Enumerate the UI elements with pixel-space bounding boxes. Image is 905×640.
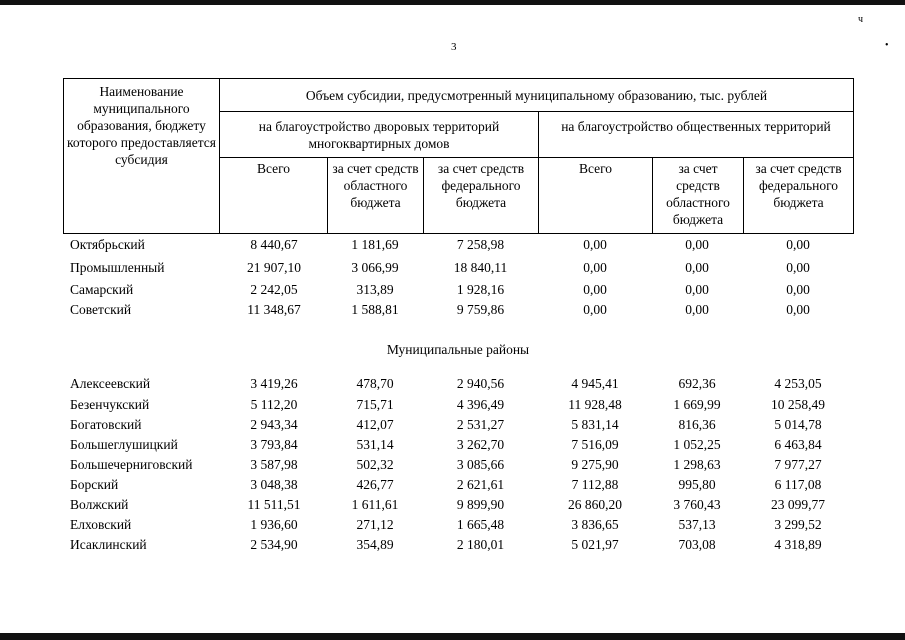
row-name-cell: Елховский — [70, 517, 132, 532]
row-name-cell: Промышленный — [70, 260, 165, 275]
row-value-cell: 1 611,61 — [351, 497, 399, 512]
row-value-cell: 1 936,60 — [250, 517, 298, 532]
row-value-cell: 18 840,11 — [453, 260, 508, 275]
row-name-cell: Самарский — [70, 282, 134, 297]
row-value-cell: 995,80 — [678, 477, 716, 492]
row-value-cell: 2 943,34 — [250, 417, 298, 432]
row-value-cell: 3 836,65 — [571, 517, 619, 532]
row-value-cell: 0,00 — [685, 282, 709, 297]
header-total: Всего — [539, 158, 653, 234]
row-value-cell: 478,70 — [356, 376, 394, 391]
row-value-cell: 692,36 — [678, 376, 716, 391]
row-name-cell: Советский — [70, 302, 132, 317]
header-federal: за счет средств федерального бюджета — [424, 158, 539, 234]
row-name-cell: Волжский — [70, 497, 129, 512]
row-value-cell: 5 831,14 — [571, 417, 619, 432]
table-row — [63, 437, 853, 455]
table-row — [63, 477, 853, 495]
header-total: Всего — [220, 158, 328, 234]
row-name-cell: Исаклинский — [70, 537, 147, 552]
row-value-cell: 3 793,84 — [250, 437, 298, 452]
header-group-public: на благоустройство общественных территорий — [539, 112, 854, 158]
table-row — [63, 417, 853, 435]
row-value-cell: 5 014,78 — [774, 417, 822, 432]
table-row — [63, 517, 853, 535]
table-row — [63, 397, 853, 415]
row-value-cell: 1 928,16 — [456, 282, 505, 297]
row-value-cell: 0,00 — [583, 282, 607, 297]
row-value-cell: 2 180,01 — [456, 537, 505, 552]
row-value-cell: 531,14 — [356, 437, 394, 452]
row-value-cell: 23 099,77 — [771, 497, 825, 512]
page-number: 3 — [451, 41, 457, 53]
header-regional: за счет средств областного бюджета — [653, 158, 744, 234]
table-header — [63, 78, 854, 234]
row-value-cell: 3 048,38 — [250, 477, 298, 492]
row-name-cell: Богатовский — [70, 417, 142, 432]
row-value-cell: 354,89 — [356, 537, 394, 552]
row-name-cell: Большечерниговский — [70, 457, 193, 472]
row-value-cell: 0,00 — [685, 237, 709, 252]
header-group-yards: на благоустройство дворовых территорий многоквартирных домов — [220, 112, 539, 158]
row-value-cell: 7 977,27 — [774, 457, 822, 472]
row-value-cell: 26 860,20 — [568, 497, 622, 512]
row-value-cell: 0,00 — [786, 237, 810, 252]
row-value-cell: 21 907,10 — [247, 260, 301, 275]
row-value-cell: 4 945,41 — [571, 376, 619, 391]
row-value-cell: 0,00 — [786, 260, 810, 275]
scan-mark: ч — [858, 14, 864, 25]
row-name-cell: Большеглушицкий — [70, 437, 178, 452]
row-value-cell: 7 516,09 — [571, 437, 619, 452]
scan-edge-bottom — [0, 633, 905, 640]
row-value-cell: 3 587,98 — [250, 457, 298, 472]
row-value-cell: 5 112,20 — [250, 397, 298, 412]
row-name-cell: Безенчукский — [70, 397, 150, 412]
row-value-cell: 816,36 — [678, 417, 716, 432]
row-value-cell: 9 899,90 — [456, 497, 505, 512]
row-value-cell: 4 318,89 — [774, 537, 822, 552]
row-value-cell: 10 258,49 — [771, 397, 825, 412]
header-name-column: Наименование муниципального образования, бюджету которого предоставляется субсидия — [64, 79, 220, 234]
row-value-cell: 2 621,61 — [456, 477, 505, 492]
row-name-cell: Борский — [70, 477, 119, 492]
row-value-cell: 3 760,43 — [673, 497, 721, 512]
row-value-cell: 3 262,70 — [456, 437, 505, 452]
row-value-cell: 2 531,27 — [456, 417, 505, 432]
row-value-cell: 0,00 — [583, 302, 607, 317]
row-value-cell: 502,32 — [356, 457, 394, 472]
row-value-cell: 715,71 — [356, 397, 394, 412]
row-value-cell: 4 396,49 — [456, 397, 505, 412]
table-row — [63, 302, 853, 320]
header-regional: за счет средств областного бюджета — [328, 158, 424, 234]
row-value-cell: 703,08 — [678, 537, 716, 552]
row-value-cell: 7 258,98 — [456, 237, 505, 252]
table-row — [63, 260, 853, 278]
row-value-cell: 7 112,88 — [571, 477, 619, 492]
row-value-cell: 11 928,48 — [568, 397, 622, 412]
row-value-cell: 2 534,90 — [250, 537, 298, 552]
row-value-cell: 0,00 — [685, 302, 709, 317]
table-row — [63, 497, 853, 515]
scan-edge-top — [0, 0, 905, 5]
row-value-cell: 412,07 — [356, 417, 394, 432]
row-value-cell: 313,89 — [356, 282, 394, 297]
section-title: Муниципальные районы — [386, 342, 530, 357]
row-value-cell: 1 669,99 — [673, 397, 721, 412]
row-value-cell: 0,00 — [583, 260, 607, 275]
row-name-cell: Октябрьский — [70, 237, 145, 252]
row-value-cell: 3 299,52 — [774, 517, 822, 532]
table-row — [63, 282, 853, 300]
row-name-cell: Алексеевский — [70, 376, 151, 391]
row-value-cell: 11 511,51 — [247, 497, 301, 512]
table-row — [63, 537, 853, 555]
row-value-cell: 5 021,97 — [571, 537, 619, 552]
row-value-cell: 8 440,67 — [250, 237, 298, 252]
scan-mark: • — [885, 40, 889, 51]
row-value-cell: 1 298,63 — [673, 457, 721, 472]
row-value-cell: 0,00 — [685, 260, 709, 275]
row-value-cell: 1 181,69 — [351, 237, 399, 252]
header-federal: за счет средств федерального бюджета — [744, 158, 854, 234]
row-value-cell: 426,77 — [356, 477, 394, 492]
row-value-cell: 3 066,99 — [351, 260, 399, 275]
row-value-cell: 0,00 — [583, 237, 607, 252]
table-row — [63, 237, 853, 255]
row-value-cell: 3 085,66 — [456, 457, 505, 472]
row-value-cell: 2 242,05 — [250, 282, 298, 297]
row-value-cell: 9 275,90 — [571, 457, 619, 472]
table-row — [63, 376, 853, 394]
row-value-cell: 4 253,05 — [774, 376, 822, 391]
row-value-cell: 2 940,56 — [456, 376, 505, 391]
row-value-cell: 0,00 — [786, 302, 810, 317]
row-value-cell: 0,00 — [786, 282, 810, 297]
row-value-cell: 537,13 — [678, 517, 716, 532]
header-main-title: Объем субсидии, предусмотренный муниципальному образованию, тыс. рублей — [220, 79, 854, 112]
table-row — [63, 457, 853, 475]
row-value-cell: 9 759,86 — [456, 302, 505, 317]
row-value-cell: 1 665,48 — [456, 517, 505, 532]
row-value-cell: 1 588,81 — [351, 302, 399, 317]
row-value-cell: 271,12 — [356, 517, 394, 532]
row-value-cell: 11 348,67 — [247, 302, 301, 317]
row-value-cell: 6 117,08 — [774, 477, 822, 492]
row-value-cell: 1 052,25 — [673, 437, 721, 452]
row-value-cell: 3 419,26 — [250, 376, 298, 391]
row-value-cell: 6 463,84 — [774, 437, 822, 452]
